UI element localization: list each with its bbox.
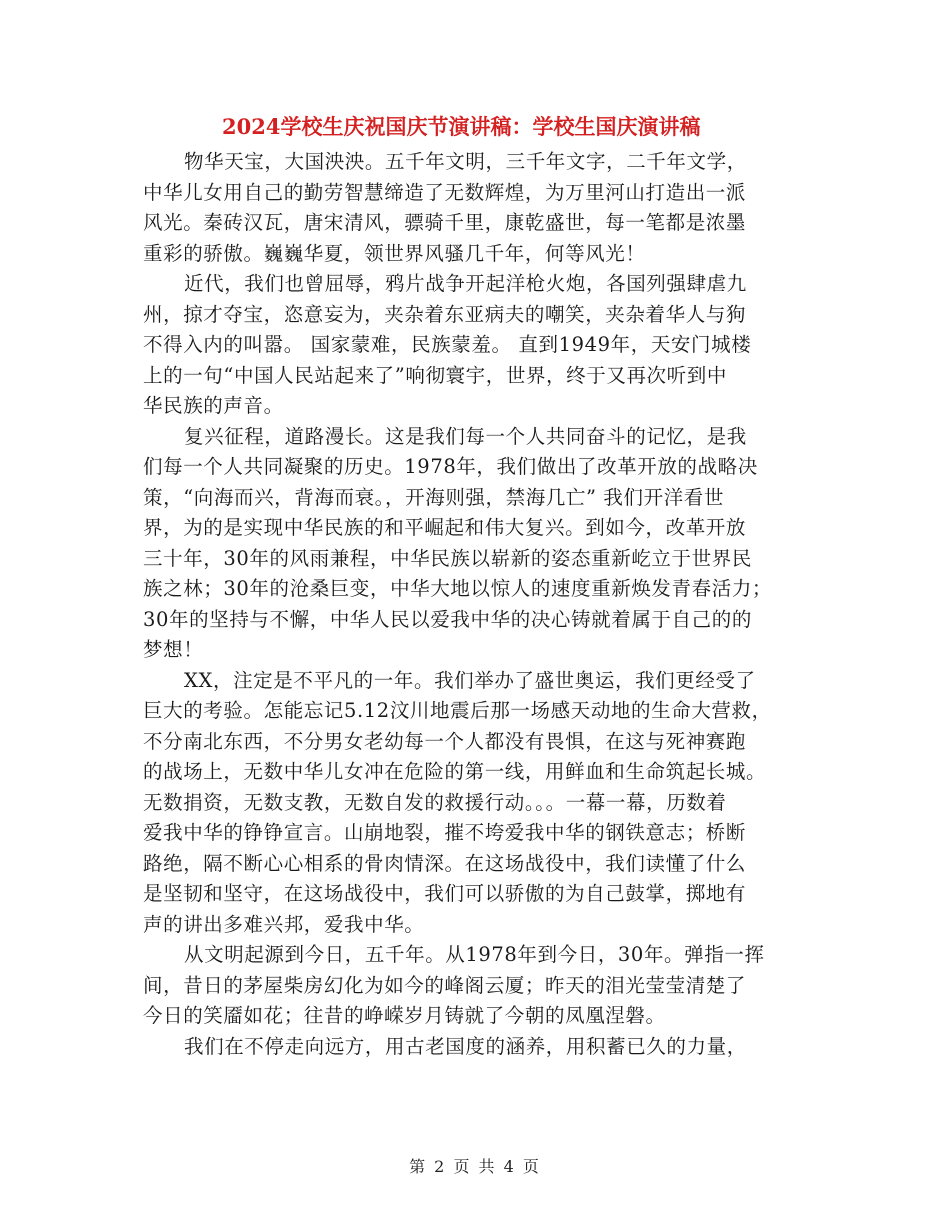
text-line: 声的讲出多难兴邦，爱我中华。 bbox=[143, 912, 425, 936]
text-line: 30年的坚持与不懈，中华人民以爱我中华的决心铸就着属于自己的的 bbox=[143, 607, 752, 631]
text-line: 中华儿女用自己的勤劳智慧缔造了无数辉煌，为万里河山打造出一派 bbox=[143, 180, 747, 204]
text-line: 重彩的骄傲。巍巍华夏，领世界风骚几千年，何等风光！ bbox=[143, 241, 646, 265]
document-title: 2024学校生庆祝国庆节演讲稿：学校生国庆演讲稿 bbox=[222, 114, 701, 139]
text-line: 路绝，隔不断心心相系的骨肉情深。在这场战役中，我们读懂了什么 bbox=[143, 851, 747, 875]
text-line: 近代，我们也曾屈辱，鸦片战争开起洋枪火炮，各国列强肆虐九 bbox=[184, 272, 747, 295]
text-line: 物华天宝，大国泱泱。五千年文明，三千年文字，二千年文学， bbox=[184, 150, 747, 173]
text-line: 无数捐资，无数支教，无数自发的救援行动。。。一幕一幕，历数着 bbox=[143, 790, 727, 814]
text-line: 间，昔日的茅屋柴房幻化为如今的峰阁云厦；昨天的泪光莹莹清楚了 bbox=[143, 973, 747, 997]
text-line: 复兴征程，道路漫长。这是我们每一个人共同奋斗的记忆，是我 bbox=[184, 424, 747, 448]
text-line: 今日的笑靥如花；往昔的峥嵘岁月铸就了今朝的凤凰涅磐。 bbox=[143, 1004, 666, 1027]
text-line: 上的一句“中国人民站起来了”响彻寰宇，世界，终于又再次听到中 bbox=[143, 363, 727, 387]
text-line: 风光。秦砖汉瓦，唐宋清风，骠骑千里，康乾盛世，每一笔都是浓墨 bbox=[143, 211, 747, 234]
text-line: 不分南北东西，不分男女老幼每一个人都没有畏惧，在这与死神赛跑 bbox=[143, 729, 747, 753]
text-line: 族之林；30年的沧桑巨变，中华大地以惊人的速度重新焕发青春活力； bbox=[143, 577, 773, 600]
text-line: 是坚韧和坚守，在这场战役中，我们可以骄傲的为自己鼓掌，掷地有 bbox=[143, 882, 747, 905]
text-line: 不得入内的叫嚣。 国家蒙难，民族蒙羞。 直到1949年，天安门城楼 bbox=[143, 333, 752, 356]
page-footer: 第 2 页 共 4 页 bbox=[409, 1157, 541, 1176]
text-line: 从文明起源到今日，五千年。从1978年到今日，30年。弹指一挥 bbox=[184, 943, 765, 966]
document-body bbox=[143, 147, 803, 1062]
text-line: 三十年，30年的风雨兼程，中华民族以崭新的姿态重新屹立于世界民 bbox=[143, 546, 752, 570]
text-line: 梦想！ bbox=[143, 638, 204, 661]
text-line: 策，“向海而兴，背海而衰。，开海则强，禁海几亡” 我们开洋看世 bbox=[143, 485, 724, 509]
text-line: 爱我中华的铮铮宣言。山崩地裂，摧不垮爱我中华的钢铁意志；桥断 bbox=[143, 821, 747, 844]
text-line: 州，掠才夺宝，恣意妄为，夹杂着东亚病夫的嘲笑，夹杂着华人与狗 bbox=[143, 302, 747, 326]
text-line: 的战场上，无数中华儿女冲在危险的第一线，用鲜血和生命筑起长城。 bbox=[143, 760, 767, 783]
text-line: 们每一个人共同凝聚的历史。1978年，我们做出了改革开放的战略决 bbox=[143, 455, 758, 478]
text-line: 巨大的考验。怎能忘记5.12汶川地震后那一场感天动地的生命大营救， bbox=[143, 699, 772, 722]
text-line: 我们在不停走向远方，用古老国度的涵养，用积蓄已久的力量， bbox=[184, 1034, 747, 1058]
text-line: 界，为的是实现中华民族的和平崛起和伟大复兴。到如今，改革开放 bbox=[143, 516, 747, 539]
text-line: 华民族的声音。 bbox=[143, 394, 284, 417]
text-line: XX，注定是不平凡的一年。我们举办了盛世奥运，我们更经受了 bbox=[184, 668, 756, 692]
